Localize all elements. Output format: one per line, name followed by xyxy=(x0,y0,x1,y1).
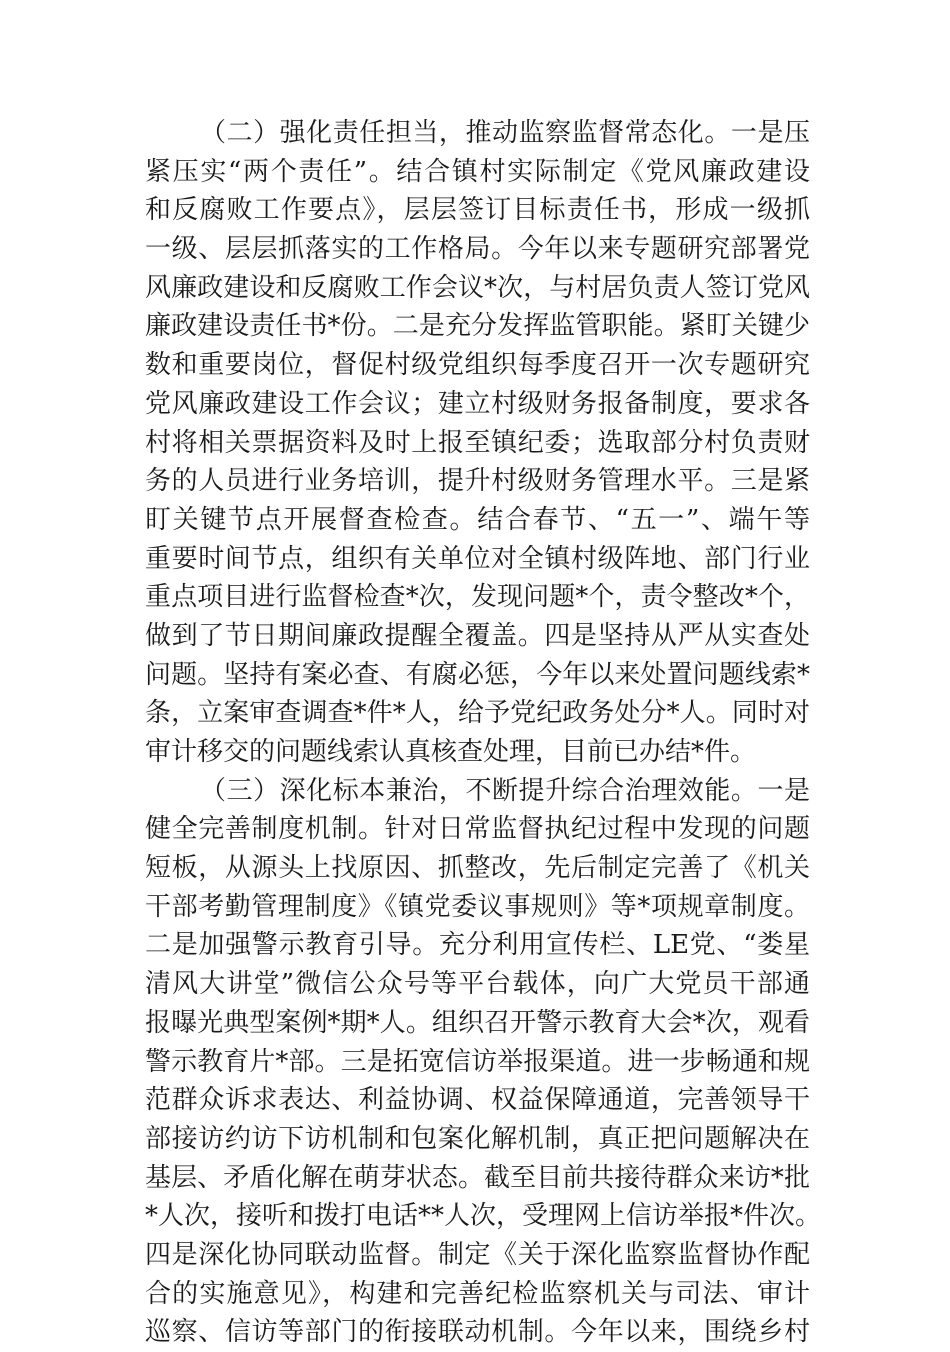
text-line: 清风大讲堂”微信公众号等平台载体，向广大党员干部通 xyxy=(145,969,810,1000)
text-line: 健全完善制度机制。针对日常监督执纪过程中发现的问题 xyxy=(145,814,810,845)
text-line: （三）深化标本兼治，不断提升综合治理效能。一是 xyxy=(200,775,810,806)
text-line: 重要时间节点，组织有关单位对全镇村级阵地、部门行业 xyxy=(145,543,810,574)
text-line: 四是深化协同联动监督。制定《关于深化监察监督协作配 xyxy=(145,1239,810,1270)
text-line: 廉政建设责任书*份。二是充分发挥监管职能。紧盯关键少 xyxy=(145,311,810,342)
text-line: 风廉政建设和反腐败工作会议*次，与村居负责人签订党风 xyxy=(145,272,810,303)
text-line: 报曝光典型案例*期*人。组织召开警示教育大会*次，观看 xyxy=(145,1007,810,1038)
document-body xyxy=(145,114,822,1352)
text-line: 和反腐败工作要点》，层层签订目标责任书，形成一级抓 xyxy=(145,195,810,226)
text-line: 二是加强警示教育引导。充分利用宣传栏、LE党、“娄星 xyxy=(145,930,810,961)
text-line: 重点项目进行监督检查*次，发现问题*个，责令整改*个， xyxy=(145,582,810,613)
text-line: 问题。坚持有案必查、有腐必惩，今年以来处置问题线索* xyxy=(145,659,810,690)
text-line: 干部考勤管理制度》《镇党委议事规则》等*项规章制度。 xyxy=(145,891,810,922)
text-line: （二）强化责任担当，推动监察监督常态化。一是压 xyxy=(200,118,810,148)
text-line: 审计移交的问题线索认真核查处理，目前已办结*件。 xyxy=(145,737,757,767)
text-line: 务的人员进行业务培训，提升村级财务管理水平。三是紧 xyxy=(145,466,810,497)
text-line: 范群众诉求表达、利益协调、权益保障通道，完善领导干 xyxy=(145,1085,810,1116)
text-line: 做到了节日期间廉政提醒全覆盖。四是坚持从严从实查处 xyxy=(145,620,810,651)
text-line: 警示教育片*部。三是拓宽信访举报渠道。进一步畅通和规 xyxy=(145,1046,810,1077)
text-line: 紧压实“两个责任”。结合镇村实际制定《党风廉政建设 xyxy=(145,156,810,187)
text-line: 基层、矛盾化解在萌芽状态。截至目前共接待群众来访*批 xyxy=(145,1162,810,1193)
text-line: 盯关键节点开展督查检查。结合春节、“五一”、端午等 xyxy=(145,504,810,535)
text-line: 合的实施意见》，构建和完善纪检监察机关与司法、审计 xyxy=(145,1278,810,1309)
text-line: 短板，从源头上找原因、抓整改，先后制定完善了《机关 xyxy=(145,853,810,884)
paragraph-section-3 xyxy=(145,772,822,1352)
paragraph-section-2 xyxy=(145,114,810,772)
text-line: 条，立案审查调查*件*人，给予党纪政务处分*人。同时对 xyxy=(145,698,810,729)
text-line: 巡察、信访等部门的衔接联动机制。今年以来，围绕乡村 xyxy=(145,1317,810,1348)
text-line: 数和重要岗位，督促村级党组织每季度召开一次专题研究 xyxy=(145,350,810,381)
text-line: 党风廉政建设工作会议；建立村级财务报备制度，要求各 xyxy=(145,388,810,419)
text-line: 部接访约访下访机制和包案化解机制，真正把问题解决在 xyxy=(145,1123,810,1154)
text-line: 村将相关票据资料及时上报至镇纪委；选取部分村负责财 xyxy=(145,427,810,458)
text-line: *人次，接听和拨打电话**人次，受理网上信访举报*件次。 xyxy=(145,1201,822,1232)
text-line: 一级、层层抓落实的工作格局。今年以来专题研究部署党 xyxy=(145,234,810,265)
